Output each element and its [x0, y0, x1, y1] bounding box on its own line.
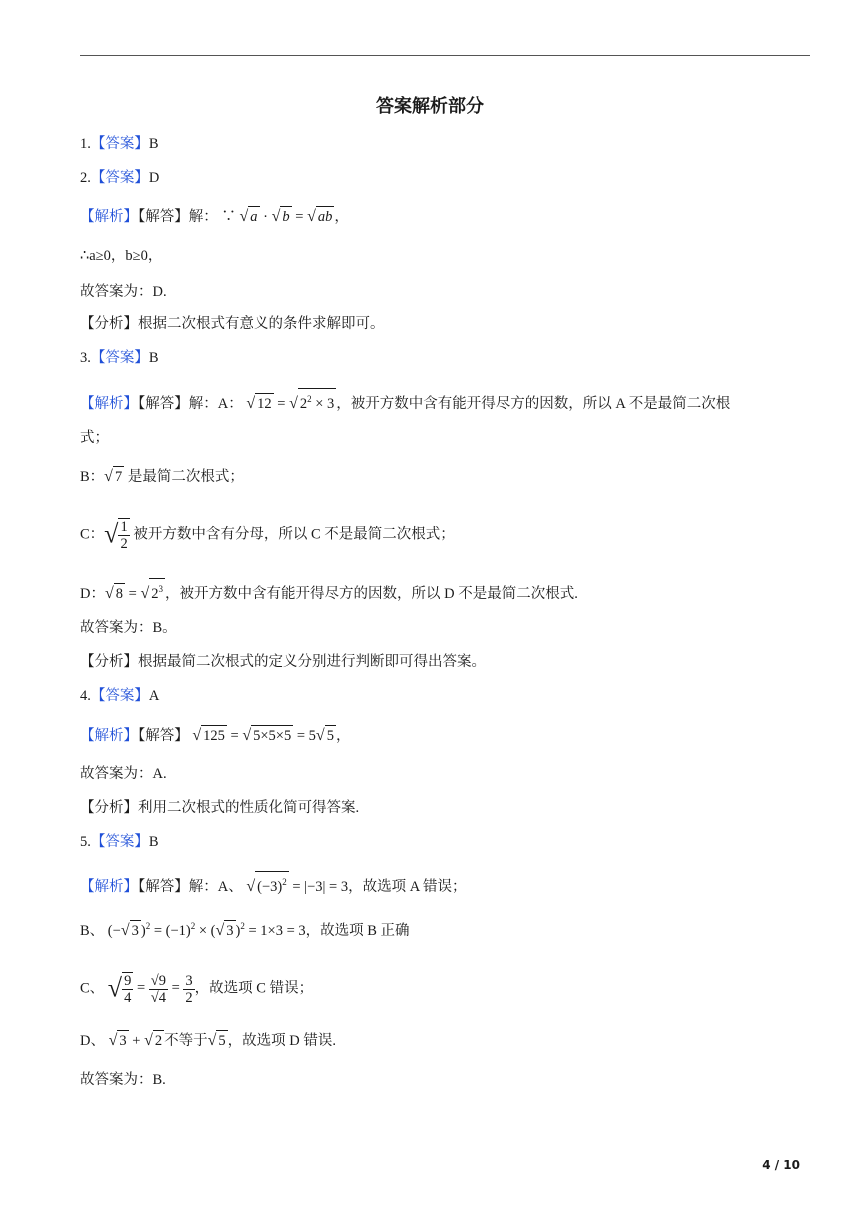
q3-final: 故答案为：B。 [80, 620, 177, 636]
option-c-text: 被开方数中含有分母，所以 C 不是最简二次根式； [133, 526, 455, 543]
q5-option-c [80, 972, 313, 1006]
q5-final: 故答案为：B. [80, 1072, 166, 1088]
answer-tag: 【答案】 [90, 170, 149, 186]
q2-formula: √ a · √ b = √ ab [239, 208, 333, 225]
answer-tag: 【答案】 [90, 834, 149, 850]
q2-answer: D [148, 170, 160, 186]
q3-c-formula: √ $\frac{1}{2}$ [104, 519, 128, 552]
q2-number: 2. [80, 170, 91, 186]
option-c-text: ，故选项 C 错误； [194, 980, 314, 997]
q5-answer-line [80, 832, 159, 852]
jiexi-tag: 【解析】 [80, 209, 138, 225]
option-c-prefix: C： [80, 526, 105, 543]
option-b-prefix: B、 [80, 922, 105, 939]
q4-solution-line: 【解析】【解答】 √ 125 = √ 5×5×5 = 5√ 5 ， [80, 727, 351, 744]
answer-tag: 【答案】 [90, 350, 149, 366]
q5-option-a [80, 871, 467, 897]
jieda-tag: 【解答】 [138, 395, 189, 412]
q3-analysis: 【分析】根据最简二次根式的定义分别进行判断即可得出答案。 [80, 654, 486, 670]
option-b-text: ，故选项 B 正确 [305, 922, 410, 939]
option-d-text: ，被开方数中含有能开得尽方的因数，所以 D 不是最简二次根式. [164, 585, 578, 602]
q4-answer-line [80, 686, 159, 706]
q3-option-b [80, 466, 244, 487]
q4-analysis: 【分析】利用二次根式的性质化简可得答案. [80, 800, 360, 816]
q1-number: 1. [80, 136, 91, 152]
q3-answer-line [80, 348, 159, 368]
q3-a-formula: √ 12 = √ $2^2 \times 3$ [246, 396, 336, 412]
jiexi-tag: 【解析】 [80, 728, 138, 744]
jie-label: 解： [188, 395, 218, 412]
answer-tag: 【答案】 [90, 136, 149, 152]
q2-line3: 故答案为：D. [80, 284, 167, 300]
q1-answer-line [80, 134, 159, 154]
q5-b-formula: (−√ 3 )$^2 = (-1)^2$ × (√ 3 )$^2$ = 1×3 = 3 [107, 921, 306, 939]
option-c-prefix: C、 [80, 980, 105, 997]
jiexi-tag: 【解析】 [80, 878, 138, 895]
q3-answer: B [148, 350, 159, 366]
q5-d-formula-left: √ 3 + √ 2 [108, 1032, 163, 1049]
option-b-prefix: B： [80, 469, 105, 485]
jie-label: 解： [188, 878, 218, 895]
option-b-text: 是最简二次根式； [127, 469, 244, 485]
q2-analysis: 【分析】根据二次根式有意义的条件求解即可。 [80, 316, 385, 332]
q1-answer: B [148, 136, 159, 152]
q5-option-d [80, 1030, 336, 1051]
q4-formula: √ 125 = √ 5×5×5 = 5√ 5 [192, 727, 334, 744]
q5-a-formula: √ $(-3)^2 = |-3| = 3$ [246, 879, 348, 895]
q5-d-formula-right: √ 5 [207, 1032, 226, 1049]
q3-option-a-cont: 式； [80, 430, 109, 446]
q3-b-formula: √ 7 [104, 468, 123, 485]
q5-number: 5. [80, 834, 91, 850]
q4-answer: A [148, 688, 160, 704]
q3-option-c [80, 518, 455, 552]
q4-number: 4. [80, 688, 91, 704]
option-a-prefix: A、 [217, 878, 243, 895]
q2-line2: ∴a≥0，b≥0， [80, 248, 163, 264]
option-a-text: ，被开方数中含有能开得尽方的因数，所以 A 不是最简二次根 [336, 395, 731, 412]
option-d-text: ，故选项 D 错误. [227, 1033, 336, 1049]
page-title: 答案解析部分 [376, 96, 484, 117]
option-d-mid: 不等于 [164, 1033, 208, 1049]
q2-answer-line [80, 168, 159, 188]
because-symbol: ∵ [221, 209, 236, 225]
jie-label: 解： [188, 209, 218, 225]
header-rule [80, 55, 810, 56]
page-number: 4 / 10 [762, 1158, 800, 1172]
q5-option-b [80, 916, 410, 941]
q3-d-formula: √ 8 = √ $2^3$ [105, 586, 165, 602]
option-a-text: ，故选项 A 错误； [348, 878, 467, 895]
jiexi-tag: 【解析】 [80, 395, 138, 412]
jieda-tag: 【解答】 [138, 728, 189, 744]
q5-answer: B [148, 834, 159, 850]
jieda-tag: 【解答】 [138, 209, 189, 225]
q3-option-a [80, 388, 730, 414]
jieda-tag: 【解答】 [138, 878, 189, 895]
option-d-prefix: D、 [80, 1033, 105, 1049]
q3-number: 3. [80, 350, 91, 366]
option-d-prefix: D： [80, 585, 105, 602]
q5-c-formula: √ $\frac{9}{4}$ = $\frac{√9}{√4}$ = $\frac{3}{2}$ [107, 972, 193, 1006]
q2-solution-line: 【解析】【解答】解： ∵ √ a · √ b = √ ab ， [80, 208, 349, 225]
q3-option-d [80, 578, 578, 604]
answer-tag: 【答案】 [90, 688, 149, 704]
q4-final: 故答案为：A. [80, 766, 167, 782]
option-a-prefix: A： [217, 395, 243, 412]
